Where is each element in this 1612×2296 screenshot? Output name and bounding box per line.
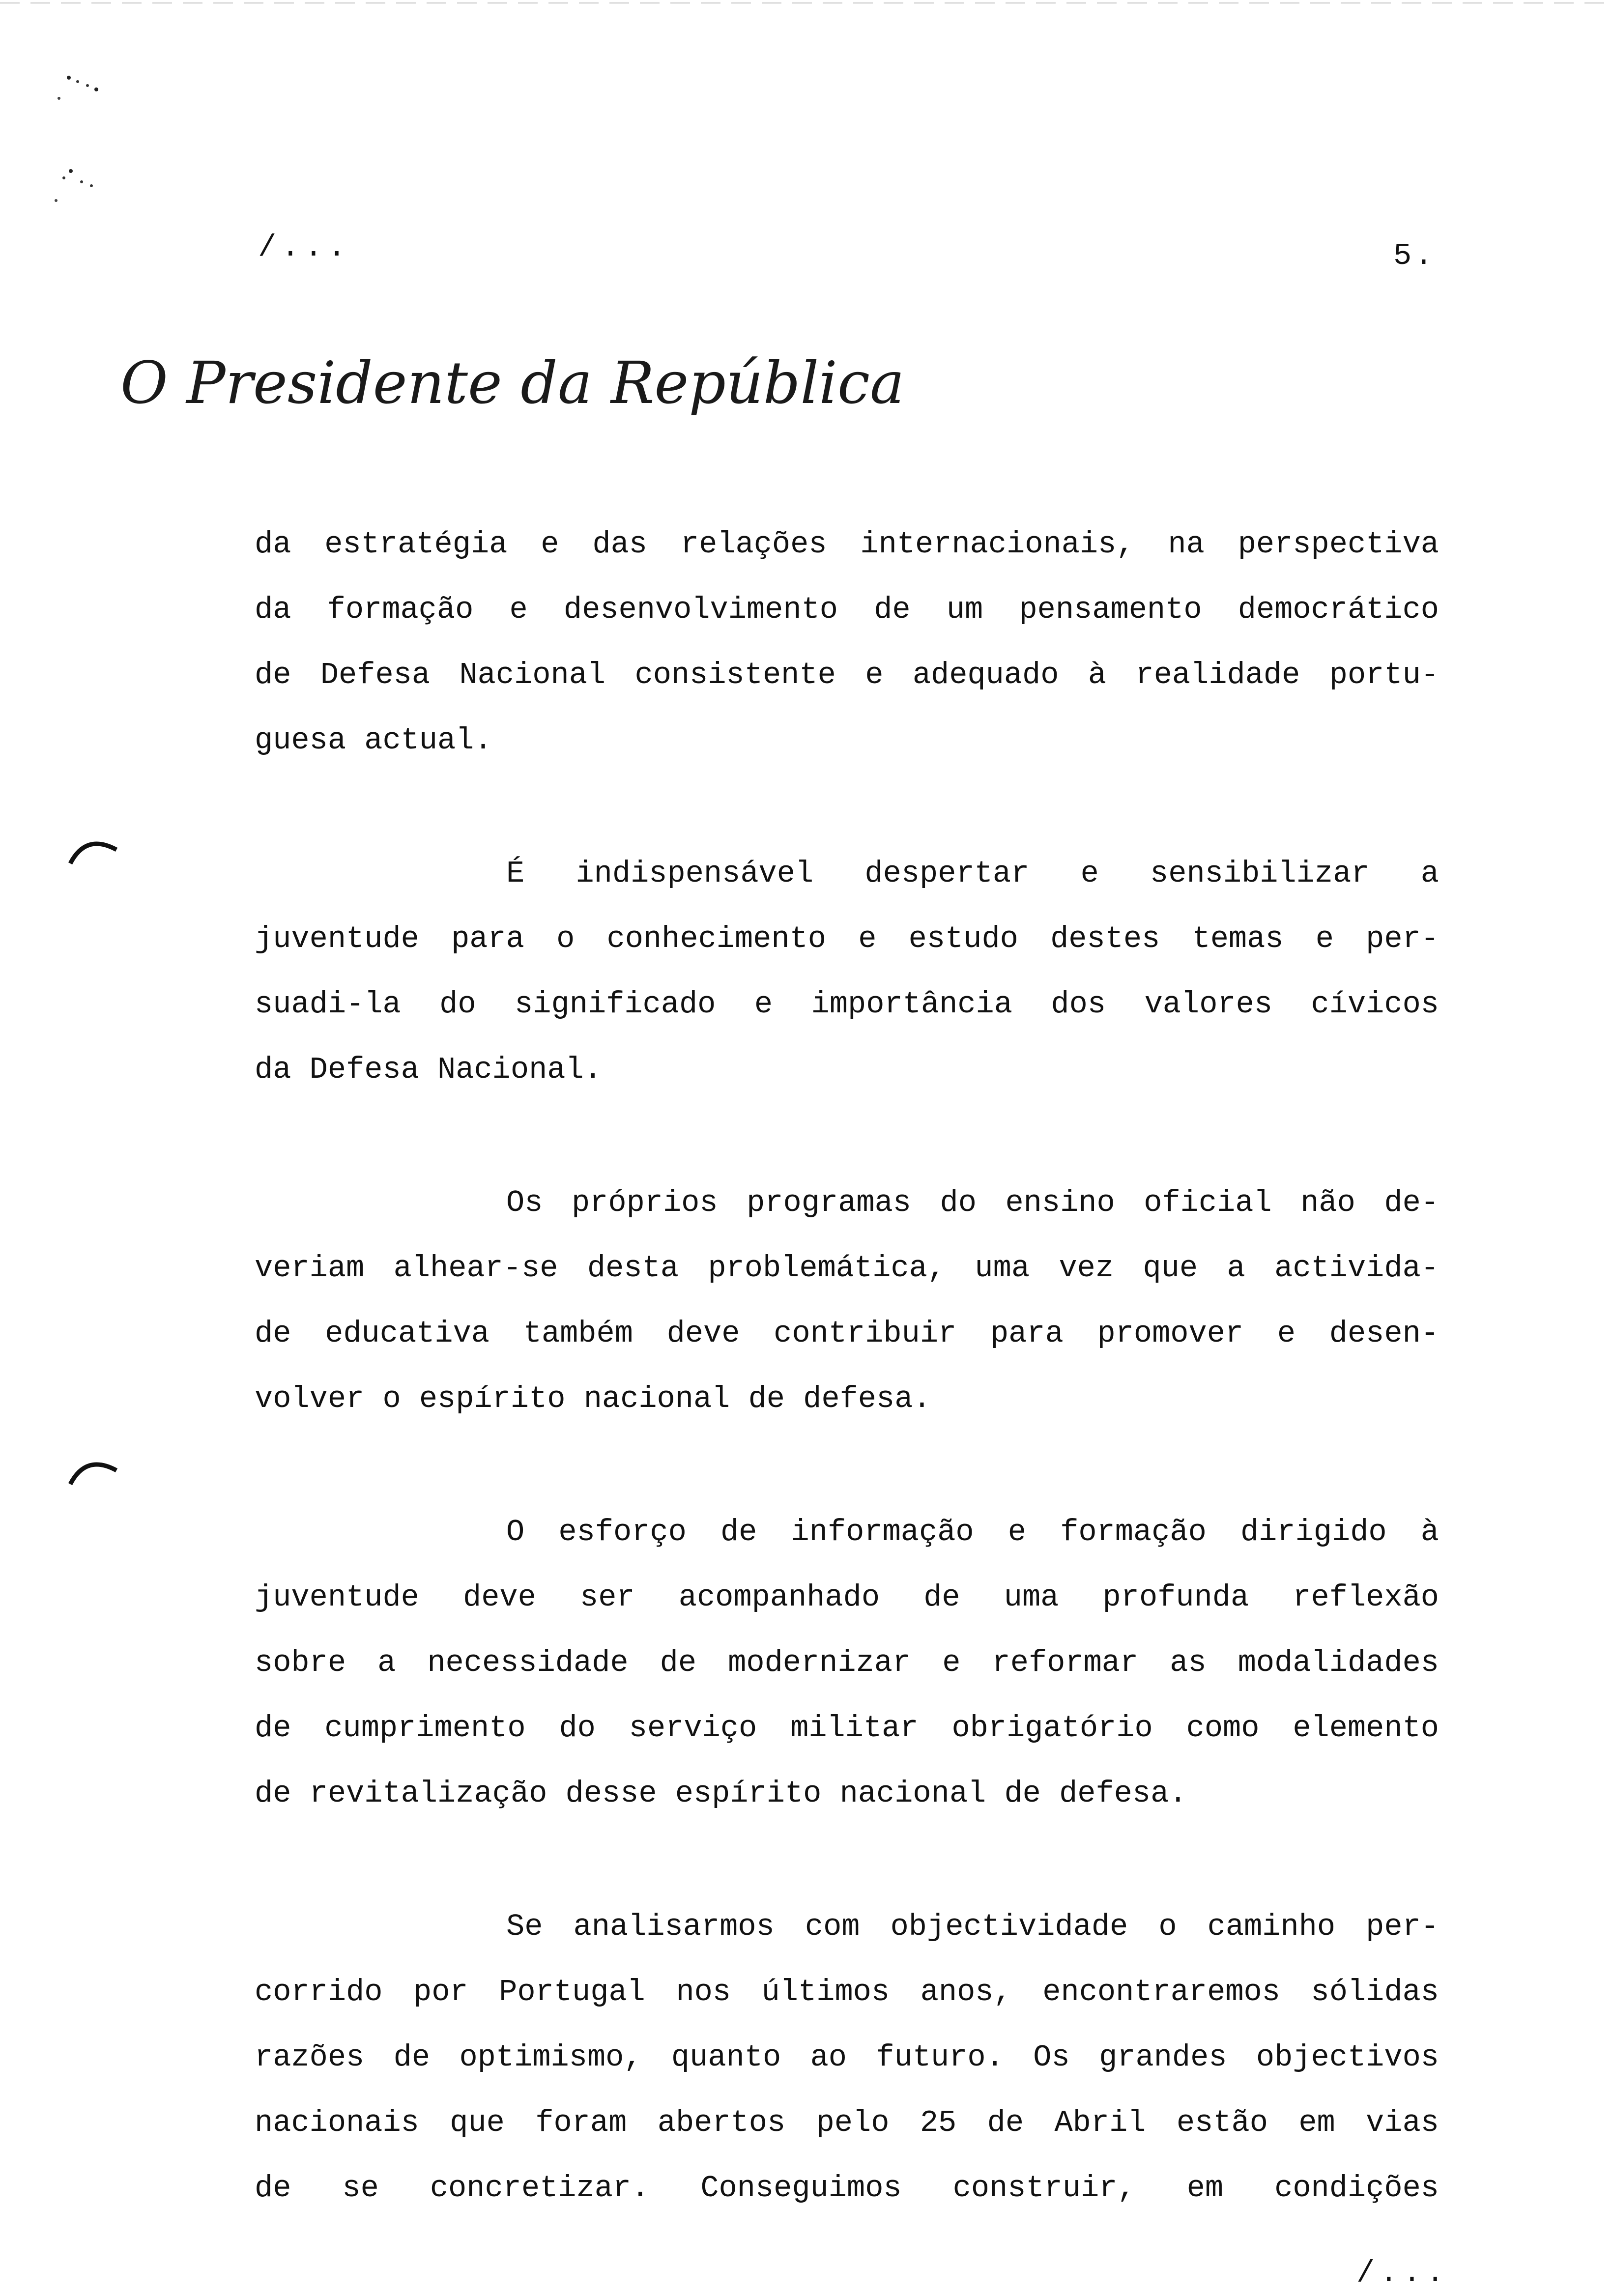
- text-line: O esforço de informação e formação dirigido à: [506, 1515, 1439, 1550]
- binder-arc-icon: [66, 1454, 120, 1488]
- text-line: razões de optimismo, quanto ao futuro. Os grandes objectivos: [255, 2040, 1439, 2075]
- paragraph-1: [255, 528, 1439, 790]
- text-line: de se concretizar. Conseguimos construir, em condições: [255, 2171, 1439, 2206]
- letterhead-text: O Presidente da República: [120, 349, 905, 417]
- text-line: juventude deve ser acompanhado de uma profunda reflexão: [255, 1580, 1439, 1615]
- text-line: guesa actual.: [255, 723, 492, 758]
- paragraph-4: [255, 1516, 1439, 1843]
- text-line: de cumprimento do serviço militar obrigatório como elemento: [255, 1711, 1439, 1746]
- text-line: da estratégia e das relações internacionais, na perspectiva: [255, 527, 1439, 562]
- text-line: sobre a necessidade de modernizar e reformar as modalidades: [255, 1645, 1439, 1680]
- text-line: Se analisarmos com objectividade o caminho per-: [506, 1909, 1439, 1944]
- continuation-mark-bottom: /...: [1356, 2256, 1449, 2291]
- letterhead-logo: [120, 349, 905, 428]
- text-line: juventude para o conhecimento e estudo destes temas e per-: [255, 921, 1439, 956]
- punch-speck-icon: [49, 69, 113, 108]
- text-line: Os próprios programas do ensino oficial não de-: [506, 1185, 1439, 1220]
- paragraph-5: [255, 1911, 1439, 2238]
- text-line: veriam alhear-se desta problemática, uma vez que a activida-: [255, 1251, 1439, 1286]
- text-line: corrido por Portugal nos últimos anos, encontraremos sólidas: [255, 1975, 1439, 2009]
- scan-top-edge: [0, 0, 1612, 7]
- page-number: 5.: [1393, 238, 1436, 273]
- text-line: suadi-la do significado e importância dos valores cívicos: [255, 987, 1439, 1022]
- text-line: da formação e desenvolvimento de um pensamento democrático: [255, 592, 1439, 627]
- text-line: É indispensável despertar e sensibilizar a: [506, 856, 1439, 891]
- punch-speck-icon: [49, 162, 113, 206]
- text-line: de revitalização desse espírito nacional de defesa.: [255, 1776, 1187, 1811]
- binder-arc-icon: [66, 833, 120, 867]
- text-line: de educativa também deve contribuir para promover e desen-: [255, 1316, 1439, 1351]
- continuation-mark-top: /...: [258, 230, 351, 265]
- paragraph-3: [255, 1187, 1439, 1448]
- text-line: nacionais que foram abertos pelo 25 de Abril estão em vias: [255, 2105, 1439, 2140]
- text-line: da Defesa Nacional.: [255, 1052, 602, 1087]
- paragraph-2: [255, 858, 1439, 1119]
- text-line: volver o espírito nacional de defesa.: [255, 1381, 931, 1416]
- text-line: de Defesa Nacional consistente e adequado à realidade portu-: [255, 658, 1439, 692]
